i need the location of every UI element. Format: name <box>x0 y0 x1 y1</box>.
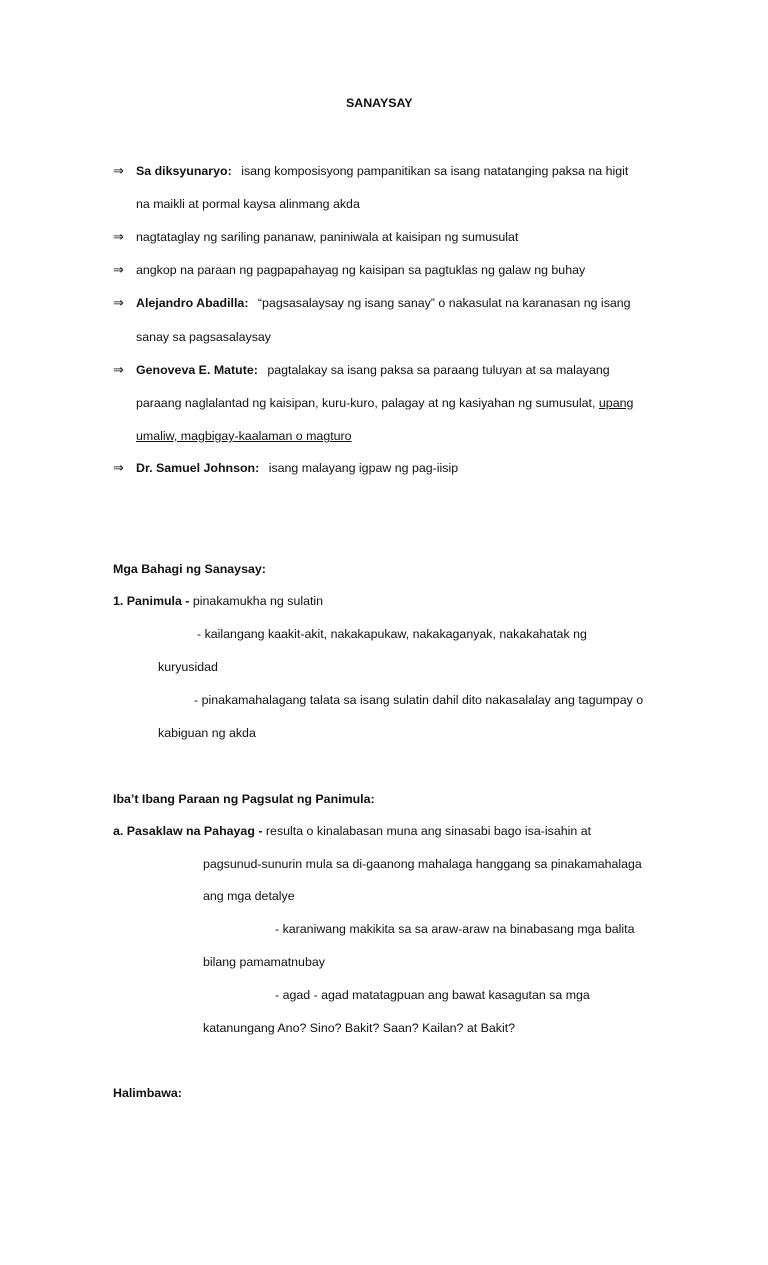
list-item-continuation: pagsunud-sunurin mula sa di-gaanong mahalaga hanggang sa pinakamahalaga <box>203 857 642 871</box>
definition-text: pagtalakay sa isang paksa sa paraang tuluyan at sa malayang <box>267 363 610 377</box>
definition-label: Dr. Samuel Johnson: <box>136 461 260 475</box>
definition-continuation: na maikli at pormal kaysa alinmang akda <box>136 197 360 211</box>
sub-point: - kailangang kaakit-akit, nakakapukaw, nakakaganyak, nakakahatak ng <box>197 627 587 641</box>
arrow-icon: ⇒ <box>113 163 124 178</box>
list-item-text: resulta o kinalabasan muna ang sinasabi bago isa-isahin at <box>265 824 592 838</box>
arrow-icon: ⇒ <box>113 362 124 377</box>
arrow-icon: ⇒ <box>113 229 124 244</box>
definition-continuation: sanay sa pagsasalaysay <box>136 330 272 344</box>
sub-point: - agad - agad matatagpuan ang bawat kasagutan sa mga <box>275 988 590 1002</box>
arrow-icon: ⇒ <box>113 262 124 277</box>
definition-label: Genoveva E. Matute: <box>136 363 258 377</box>
list-item-pasaklaw <box>113 823 591 839</box>
sub-point: - pinakamahalagang talata sa isang sulatin dahil dito nakasalalay ang tagumpay o <box>194 693 644 707</box>
definition-line <box>136 362 610 378</box>
definition-text: nagtataglay ng sariling pananaw, paniniwala at kaisipan ng sumusulat <box>136 230 519 244</box>
definition-continuation <box>136 395 633 411</box>
document-title: SANAYSAY <box>346 96 413 110</box>
underlined-text: upang <box>598 396 634 410</box>
arrow-icon: ⇒ <box>113 460 124 475</box>
definition-text: “pagsasalaysay ng isang sanay” o nakasulat na karanasan ng isang <box>257 296 631 310</box>
list-item-text: pinakamukha ng sulatin <box>192 594 324 608</box>
underlined-continuation: umaliw, magbigay-kaalaman o magturo <box>136 429 352 443</box>
sub-point-continuation: katanungang Ano? Sino? Bakit? Saan? Kailan? at Bakit? <box>203 1021 516 1035</box>
section-heading-paraan: Iba’t Ibang Paraan ng Pagsulat ng Panimula: <box>113 792 375 806</box>
list-item-continuation: ang mga detalye <box>203 889 295 903</box>
definition-text: isang malayang igpaw ng pag-iisip <box>268 461 459 475</box>
arrow-icon: ⇒ <box>113 295 124 310</box>
list-item-panimula <box>113 593 323 609</box>
continuation-text: paraang naglalantad ng kaisipan, kuru-kuro, palagay at ng kasiyahan ng sumusulat, <box>136 396 596 410</box>
sub-point-continuation: kabiguan ng akda <box>158 726 256 740</box>
list-item-label: 1. Panimula - <box>113 594 190 608</box>
definition-line <box>136 460 458 476</box>
sub-point: - karaniwang makikita sa sa araw-araw na binabasang mga balita <box>275 922 635 936</box>
definition-line <box>136 163 628 179</box>
sub-point-continuation: bilang pamamatnubay <box>203 955 325 969</box>
sub-point-continuation: kuryusidad <box>158 660 218 674</box>
definition-label: Alejandro Abadilla: <box>136 296 249 310</box>
definition-label: Sa diksyunaryo: <box>136 164 232 178</box>
section-heading-halimbawa: Halimbawa: <box>113 1086 182 1100</box>
section-heading-bahagi: Mga Bahagi ng Sanaysay: <box>113 562 266 576</box>
definition-text: isang komposisyong pampanitikan sa isang natatanging paksa na higit <box>241 164 629 178</box>
definition-line <box>136 295 631 311</box>
definition-text: angkop na paraan ng pagpapahayag ng kaisipan sa pagtuklas ng galaw ng buhay <box>136 263 586 277</box>
list-item-label: a. Pasaklaw na Pahayag - <box>113 824 263 838</box>
